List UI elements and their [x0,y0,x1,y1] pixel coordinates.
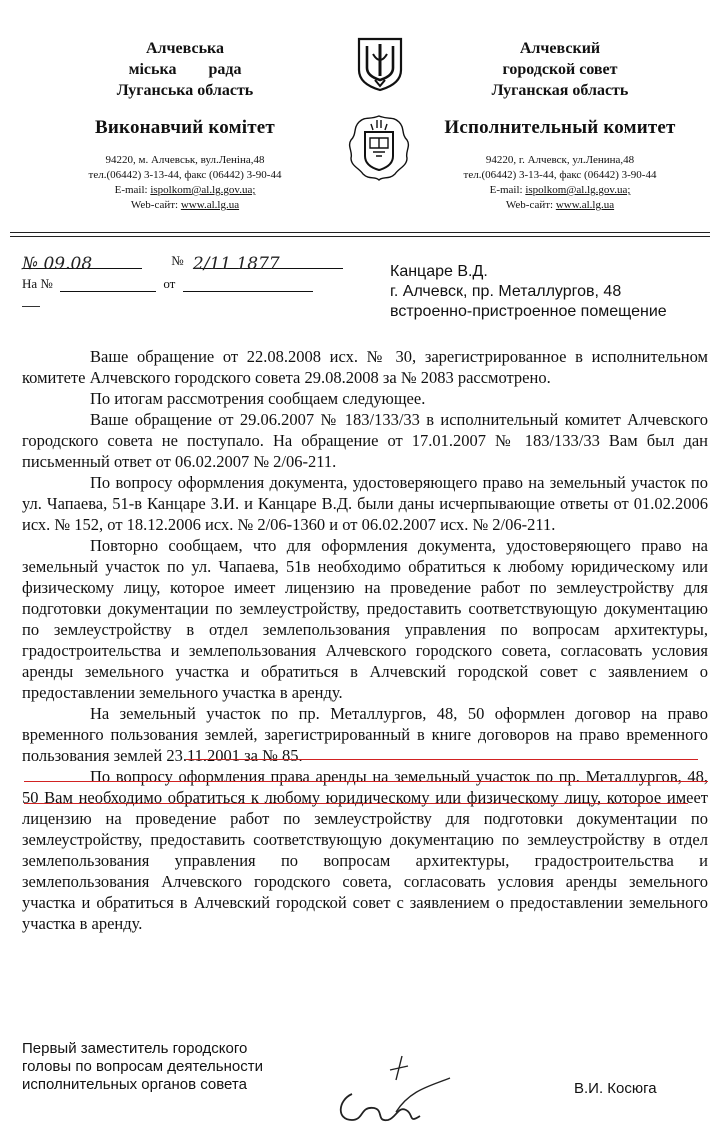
committee-title: Исполнительный комитет [444,117,676,138]
org-line: Луганская область [491,82,629,99]
email-line [40,183,330,198]
org-line: Луганська область [116,82,254,99]
number-label: № [171,253,184,268]
incoming-ref-line [22,276,313,292]
signatory-name: В.И. Косюга [574,1080,657,1097]
email-link[interactable]: ispolkom@al.lg.gov.ua; [150,184,256,196]
address: 94220, м. Алчевськ, вул.Леніна,48 [105,154,265,166]
contact-block [410,153,710,213]
header-right [410,38,710,213]
from-label: от [163,276,176,291]
title-line: головы по вопросам деятельности [22,1058,263,1075]
paragraph: Ваше обращение от 29.06.2007 № 183/133/33 в исполнительный комитет Алчевского городского совета не поступало. На обращение от 17.01.2007 № 183/133/33 Вам был дан письменный ответ от 06.02.2007 № 2/06-211. [22,410,708,471]
dash-mark [22,306,40,307]
addressee-block [390,262,667,322]
header-left [40,38,330,213]
city-crest-icon [343,112,415,184]
header-divider [10,232,710,233]
title-line: Первый заместитель городского [22,1040,248,1057]
addressee-name: Канцаре В.Д. [390,263,488,280]
outgoing-ref-line [22,253,343,274]
org-line: городской совет [502,61,618,78]
addressee-address: г. Алчевск, пр. Металлургов, 48 [390,283,622,300]
web-link[interactable]: www.al.lg.ua [180,199,240,211]
org-line: міська рада [128,61,242,78]
trident-coat-of-arms-icon [355,36,405,92]
web-line [40,198,330,213]
org-line: Алчевська [145,40,225,57]
addressee-premises: встроенно-пристроенное помещение [390,303,667,320]
address: 94220, г. Алчевск, ул.Ленина,48 [485,154,635,166]
paragraph: По вопросу оформления документа, удостоверяющего право на земельный участок по ул. Чапаева, 51-в Канцаре З.И. и Канцаре В.Д. были даны исчерпывающие ответы от 01.02.2006 исх. № 152, от 18.12.2006 исх. № 2/06-1360 и от 06.02.2007 исх. № 2/06-211. [22,473,708,534]
email-link[interactable]: ispolkom@al.lg.gov.ua; [525,184,631,196]
letter-body [22,346,708,934]
phones: тел.(06442) 3-13-44, факс (06442) 3-90-44 [463,169,657,181]
phones: тел.(06442) 3-13-44, факс (06442) 3-90-44 [88,169,282,181]
paragraph: Повторно сообщаем, что для оформления документа, удостоверяющего право на земельный участок по ул. Чапаева, 51в необходимо обратиться к любому юридическому или физическому лицу, которое имеет лицензию на проведение работ по землеустройству для подготовки документации по землеустройству, предоставить соответствующую документацию по землеустройству в отдел землепользования управления по вопросам архитектуры, градостроительства и землепользования Алчевского городского совета, согласовать условия аренды земельного участка и обратиться в Алчевский городской совет с заявлением о предоставлении земельного участка в аренду. [22,536,708,702]
contact-block [40,153,330,213]
highlight-underline [24,803,688,804]
paragraph: На земельный участок по пр. Металлургов, 48, 50 оформлен договор на право временного пользования землей, зарегистрированный в книге договоров на право временного пользования землей 23.11.2001 за № 85. [22,704,708,765]
highlight-underline [24,781,708,782]
handwritten-number: 2/11 1877 [193,254,343,269]
handwritten-signature [330,1050,480,1130]
email-label: E-mail: [489,184,523,196]
web-link[interactable]: www.al.lg.ua [555,199,615,211]
org-line: Алчевский [519,40,601,57]
paragraph: Ваше обращение от 22.08.2008 исх. № 30, зарегистрированное в исполнительном комитете Алчевского городского совета 29.08.2008 за № 2083 рассмотрено. [22,347,708,387]
signatory-title [22,1040,263,1094]
header-divider-thin [10,236,710,237]
handwritten-date: № 09.08 [22,254,142,269]
web-label: Web-сайт: [130,199,179,211]
web-line [410,198,710,213]
web-label: Web-сайт: [505,199,554,211]
in-reply-label: На № [22,276,53,291]
highlight-underline [186,759,698,760]
paragraph: По итогам рассмотрения сообщаем следующее. [90,389,426,408]
title-line: исполнительных органов совета [22,1076,247,1093]
email-line [410,183,710,198]
blank-field [60,277,156,292]
paragraph-highlighted: По вопросу оформления права аренды на земельный участок по пр. Металлургов, 48, 50 Вам необходимо обратиться к любому юридическому или физическому лицу, которое имеет лицензию на проведение работ по землеустройству для подготовки документации по землеустройству, предоставить соответствующую документацию по землеустройству в отдел землепользования управления по вопросам архитектуры, градостроительства и землепользования Алчевского городского совета, согласовать условия аренды земельного участка и обратиться в Алчевский городской совет с заявлением о предоставлении земельного участка в аренду. [22,767,708,933]
committee-title: Виконавчий комітет [95,117,275,138]
email-label: E-mail: [114,184,148,196]
blank-field [183,277,313,292]
